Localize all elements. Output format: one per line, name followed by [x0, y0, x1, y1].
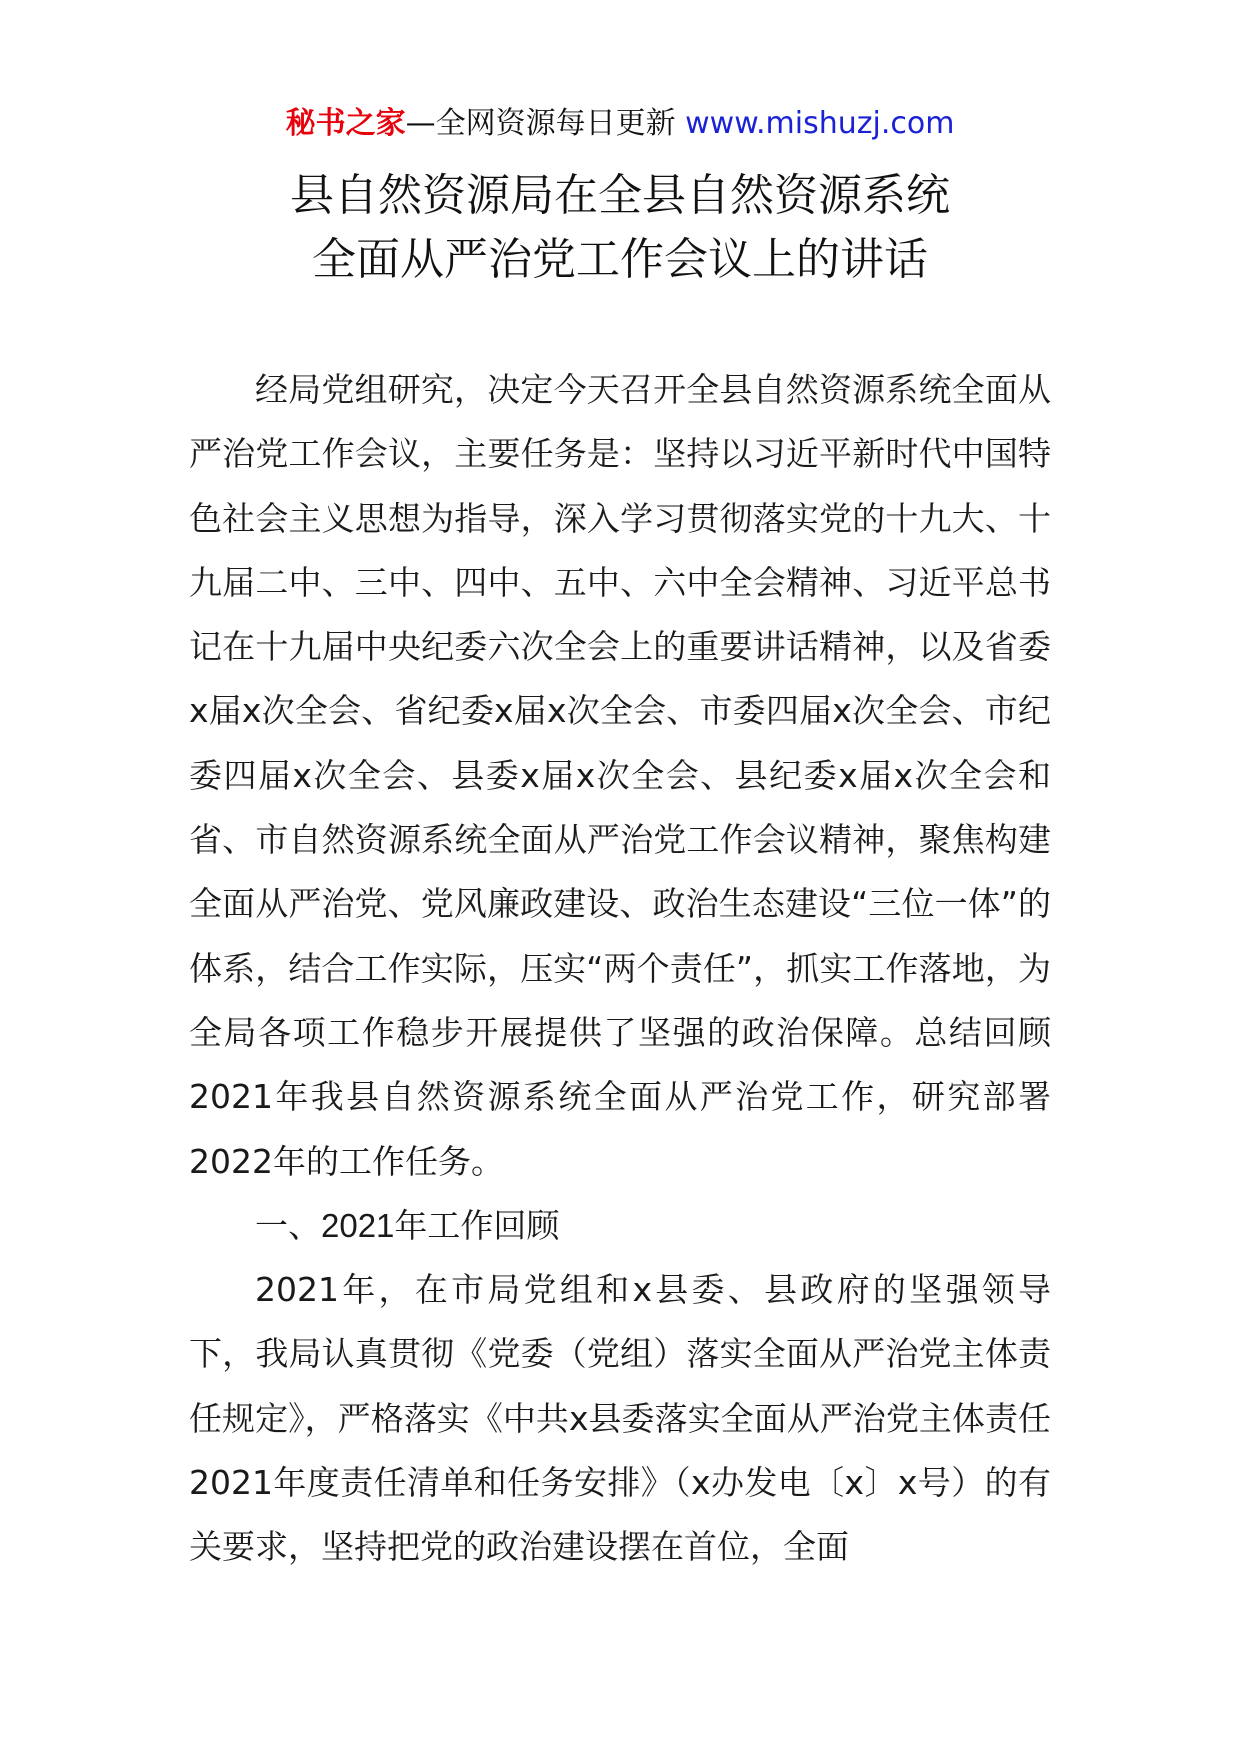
header-slogan: —全网资源每日更新	[405, 106, 676, 141]
site-header	[0, 104, 1240, 144]
brand-name: 秘书之家	[285, 106, 406, 141]
title-line-2: 全面从严治党工作会议上的讲话	[312, 234, 928, 285]
section-heading: 一、2021年工作回顾	[255, 1206, 560, 1244]
paragraph-intro: 经局党组研究，决定今天召开全县自然资源系统全面从严治党工作会议，主要任务是：坚持以习近平新时代中国特色社会主义思想为指导，深入学习贯彻落实党的十九大、十九届二中、三中、四中、五中、六中全会精神、习近平总书记在十九届中央纪委六次全会上的重要讲话精神，以及省委x届x次全会、省纪委x届x次全会、市委四届x次全会、市纪委四届x次全会、县委x届x次全会、县纪委x届x次全会和省、市自然资源系统全面从严治党工作会议精神，聚焦构建全面从严治党、党风廉政建设、政治生态建设“三位一体”的体系，结合工作实际，压实“两个责任”，抓实工作落地，为全局各项工作稳步开展提供了坚强的政治保障。总结回顾2021年我县自然资源系统全面从严治党工作，研究部署2022年的工作任务。	[189, 370, 1051, 1181]
site-url-link[interactable]: www.mishuzj.com	[685, 106, 955, 141]
document-body	[189, 358, 1051, 1580]
document-title	[0, 164, 1240, 292]
paragraph-review: 2021年，在市局党组和x县委、县政府的坚强领导下，我局认真贯彻《党委（党组）落实全面从严治党主体责任规定》，严格落实《中共x县委落实全面从严治党主体责任2021年度责任清单和任务安排》（x办发电〔x〕x号）的有关要求，坚持把党的政治建设摆在首位，全面	[189, 1270, 1051, 1567]
title-line-1: 县自然资源局在全县自然资源系统	[290, 170, 950, 221]
